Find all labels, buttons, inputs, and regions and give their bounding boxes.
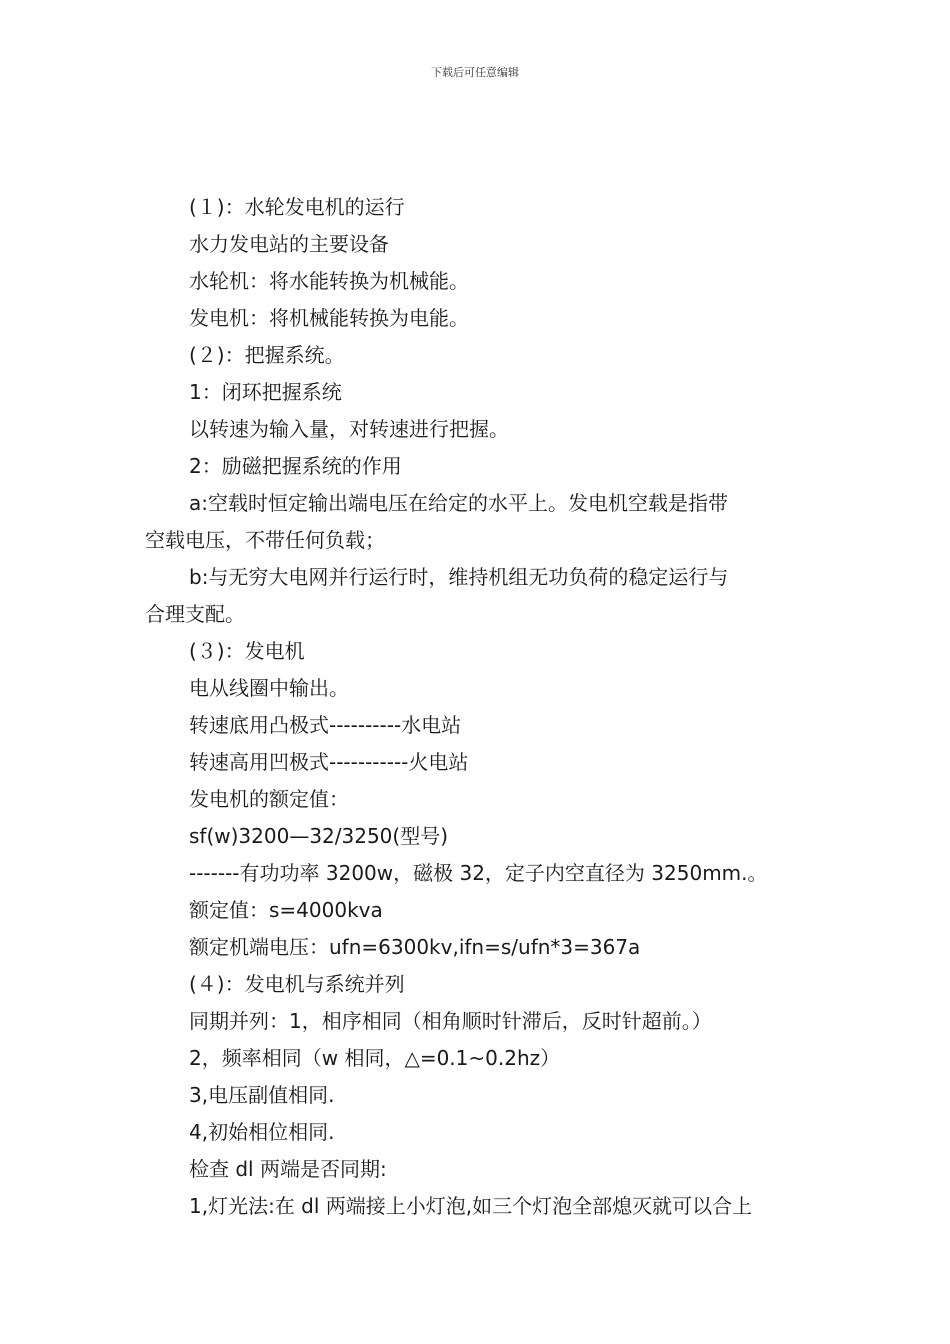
paragraph-line: (２)：把握系统。 [189,343,345,367]
paragraph-line: 额定值：s=4000kva [189,898,383,922]
paragraph-line: 电从线圈中输出。 [189,676,349,700]
paragraph-line: 水轮机：将水能转换为机械能。 [189,269,469,293]
paragraph-line: 空载电压，不带任何负载； [145,528,385,552]
paragraph-line: (３)：发电机 [189,639,305,663]
paragraph-line: 3,电压副值相同. [189,1083,335,1107]
paragraph-line: sf(w)3200—32/3250(型号) [189,824,449,848]
paragraph-line: (１)：水轮发电机的运行 [189,195,405,219]
document-body [145,189,810,1225]
paragraph-line: 合理支配。 [145,602,245,626]
paragraph-line: 额定机端电压：ufn=6300kv,ifn=s/ufn*3=367a [189,935,641,959]
paragraph-line: 检查 dl 两端是否同期: [189,1157,387,1181]
paragraph-line: 1：闭环把握系统 [189,380,342,404]
paragraph-line: 4,初始相位相同. [189,1120,335,1144]
paragraph-line: 2：励磁把握系统的作用 [189,454,402,478]
paragraph-line: 1,灯光法:在 dl 两端接上小灯泡,如三个灯泡全部熄灭就可以合上 [189,1194,753,1218]
paragraph-line: (４)：发电机与系统并列 [189,972,405,996]
paragraph-line: 发电机：将机械能转换为电能。 [189,306,469,330]
paragraph-line: 转速底用凸极式----------水电站 [189,713,462,737]
paragraph-line: 水力发电站的主要设备 [189,232,389,256]
paragraph-line: 2，频率相同（w 相同，△=0.1~0.2hz） [189,1046,561,1070]
paragraph-line: 同期并列：1，相序相同（相角顺时针滞后，反时针超前。） [189,1009,712,1033]
paragraph-line: 转速高用凹极式-----------火电站 [189,750,469,774]
paragraph-line: b:与无穷大电网并行运行时，维持机组无功负荷的稳定运行与 [189,565,729,589]
paragraph-line: a:空载时恒定输出端电压在给定的水平上。发电机空载是指带 [189,491,728,515]
paragraph-line: 以转速为输入量，对转速进行把握。 [189,417,509,441]
page-header: 下载后可任意编辑 [431,66,519,79]
paragraph-line: 发电机的额定值： [189,787,349,811]
paragraph-line: -------有功功率 3200w，磁极 32，定子内空直径为 3250mm.。 [189,861,768,885]
